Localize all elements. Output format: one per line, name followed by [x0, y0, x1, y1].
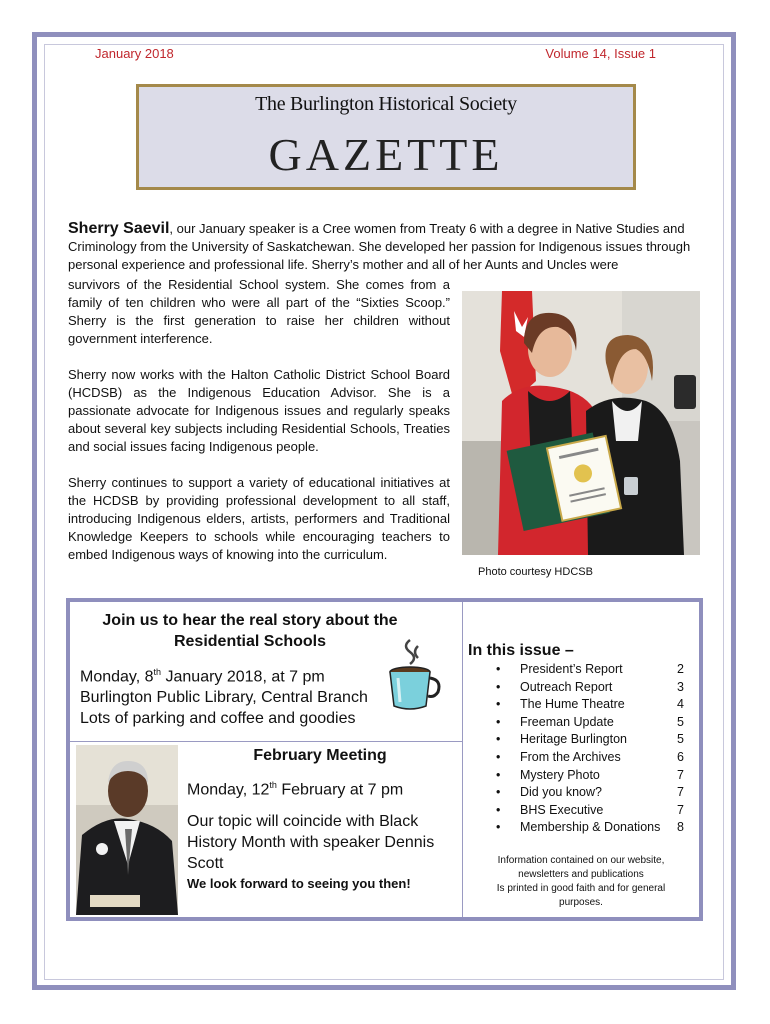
list-item: • President’s Report 2 [496, 662, 684, 676]
article-paragraph-3: Sherry continues to support a variety of educational initiatives at the HCDSB by providing professional development to all staff, introducing Indigenous elders, artists, performers and Traditional Knowledge Keepers to schools while encouraging teachers to embed Indigenous ways of knowing into the curriculum. [68, 475, 450, 562]
article-column [68, 276, 450, 582]
article-paragraph-1: survivors of the Residential School system. She comes from a family of ten children who were all part of the “Sixties Scoop.” Sherry is the first generation to raise her children without government interference. [68, 277, 450, 346]
box-divider-horizontal [70, 741, 462, 742]
speaker-photo [462, 291, 700, 555]
issue-date: January 2018 [95, 46, 174, 61]
event-details [80, 662, 368, 729]
event-title: Join us to hear the real story about the Residential Schools [102, 612, 398, 650]
february-meeting-topic: Our topic will coincide with Black History Month with speaker Dennis Scott [187, 813, 435, 872]
event-extras: Lots of parking and coffee and goodies [80, 710, 356, 728]
speaker-name: Sherry Saevil [68, 220, 170, 237]
masthead [136, 84, 636, 190]
list-item: • Outreach Report 3 [496, 679, 684, 694]
article-paragraph-2: Sherry now works with the Halton Catholic District School Board (HCDSB) as the Indigenous Education Advisor. She is a passionate advocate for Indigenous issues and regularly speaks about several key subjects including Residential Schools, Treaties and social issues facing Indigenous people. [68, 367, 450, 454]
february-closing: We look forward to seeing you then! [187, 876, 411, 891]
list-item: • Membership & Donations 8 [496, 820, 684, 835]
list-item: • Heritage Burlington 5 [496, 732, 684, 747]
coffee-cup-icon [386, 636, 442, 712]
article-intro [68, 220, 702, 274]
february-meeting-title: February Meeting [253, 747, 387, 764]
gazette-title: GAZETTE [268, 129, 504, 180]
february-meeting-date: Monday, 12th February at 7 pm [187, 780, 404, 799]
issue-volume: Volume 14, Issue 1 [545, 46, 656, 61]
list-item: • Freeman Update 5 [496, 714, 684, 729]
list-item: • BHS Executive 7 [496, 802, 684, 817]
intro-text: , our January speaker is a Cree women from Treaty 6 with a degree in Native Studies and Criminology from the University of Saskatchewan. She developed her passion for Indigenous issues through personal experience and professional life. Sherry’s mother and all of her Aunts and Uncles were [68, 221, 691, 272]
list-item: • The Hume Theatre 4 [496, 697, 684, 712]
event-location: Burlington Public Library, Central Branch [80, 689, 368, 707]
box-divider-vertical [462, 602, 463, 917]
photo-caption: Photo courtesy HDCSB [478, 566, 593, 578]
list-item: • Mystery Photo 7 [496, 767, 684, 782]
society-name: The Burlington Historical Society [255, 93, 517, 115]
disclaimer: Information contained on our website, newsletters and publications Is printed in good faith and for general purposes. [496, 855, 666, 908]
list-item: • From the Archives 6 [496, 749, 684, 764]
in-this-issue-list [468, 662, 692, 838]
event-date: Monday, 8th January 2018, at 7 pm [80, 667, 325, 686]
list-item: • Did you know? 7 [496, 785, 684, 800]
event-box [66, 598, 703, 921]
dennis-scott-photo [76, 745, 178, 915]
in-this-issue-title: In this issue – [468, 642, 574, 659]
